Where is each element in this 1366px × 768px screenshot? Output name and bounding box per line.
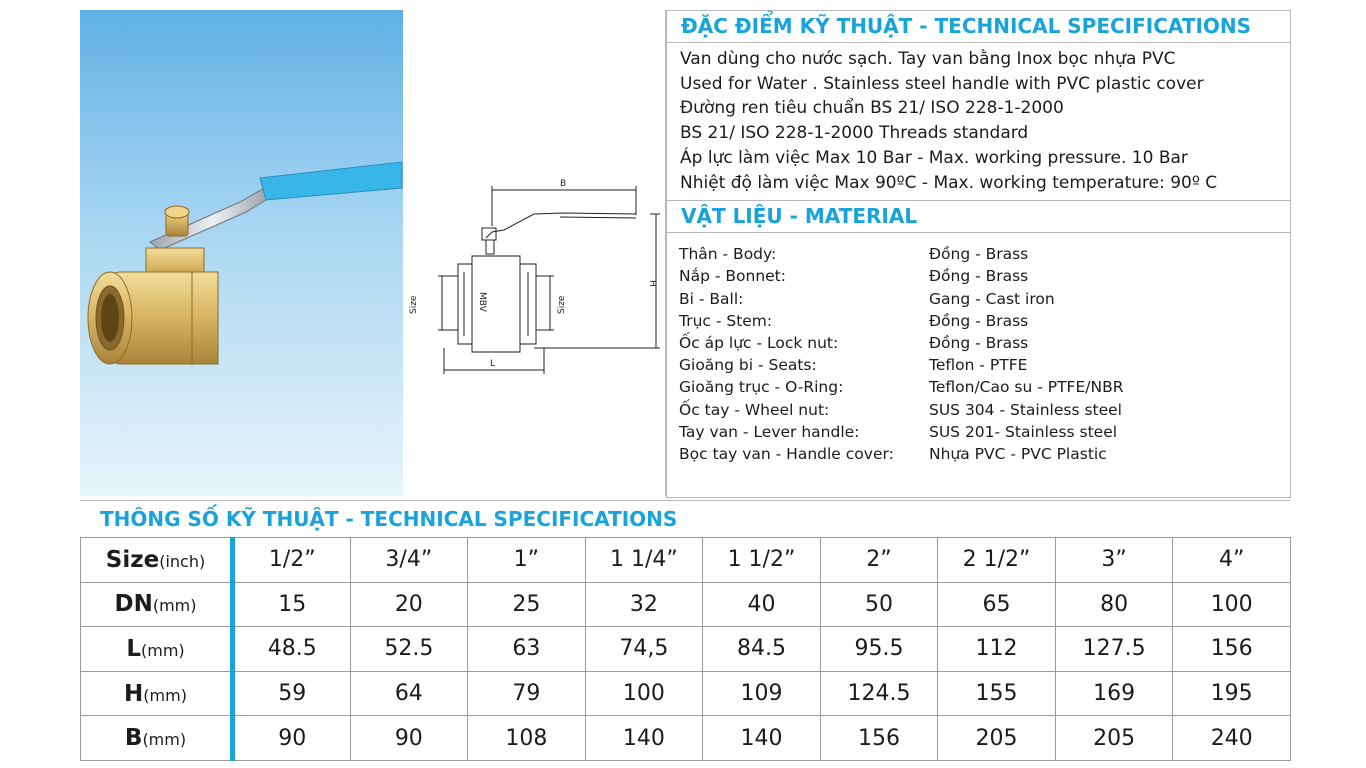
dimension-drawing — [404, 10, 666, 496]
table-cell: 108 — [468, 716, 586, 761]
table-cell: 1 1/2” — [703, 538, 821, 583]
spec-line: Used for Water . Stainless steel handle with PVC plastic cover — [680, 73, 1204, 94]
row-unit: (mm) — [141, 640, 185, 660]
table-cell: 74,5 — [585, 627, 703, 672]
material-part: Bi - Ball: — [679, 289, 744, 308]
dimension-table — [80, 537, 1291, 761]
table-row — [81, 716, 1291, 761]
spec-line: BS 21/ ISO 228-1-2000 Threads standard — [680, 123, 1029, 144]
row-label: B — [124, 725, 143, 752]
table-cell: 140 — [703, 716, 821, 761]
spec-title: ĐẶC ĐIỂM KỸ THUẬT - TECHNICAL SPECIFICATIONS — [667, 11, 1290, 43]
row-header — [81, 627, 233, 672]
spec-panel — [666, 10, 1291, 498]
material-row — [679, 310, 1290, 332]
dim-l-label: L — [490, 359, 496, 369]
material-list — [667, 233, 1290, 465]
row-label: Size — [105, 546, 160, 573]
table-cell: 109 — [703, 671, 821, 716]
spec-list — [667, 43, 1290, 195]
table-cell: 195 — [1173, 671, 1291, 716]
material-value: SUS 201- Stainless steel — [929, 422, 1118, 441]
table-cell: 20 — [350, 582, 468, 627]
material-value: Đồng - Brass — [929, 334, 1029, 353]
row-unit: (inch) — [159, 551, 206, 571]
material-value: Đồng - Brass — [929, 267, 1029, 286]
row-label: H — [124, 680, 144, 707]
table-cell: 3” — [1055, 538, 1173, 583]
table-cell: 169 — [1055, 671, 1173, 716]
table-cell: 205 — [938, 716, 1056, 761]
material-part: Trục - Stem: — [679, 311, 773, 330]
table-cell: 90 — [350, 716, 468, 761]
table-cell: 59 — [233, 671, 351, 716]
material-row — [679, 243, 1290, 265]
table-cell: 84.5 — [703, 627, 821, 672]
table-cell: 32 — [585, 582, 703, 627]
material-value: Teflon - PTFE — [929, 356, 1028, 375]
table-cell: 95.5 — [820, 627, 938, 672]
table-cell: 1/2” — [233, 538, 351, 583]
spec-line: Van dùng cho nước sạch. Tay van bằng Inox bọc nhựa PVC — [680, 49, 1176, 69]
table-cell: 1” — [468, 538, 586, 583]
material-value: Teflon/Cao su - PTFE/NBR — [929, 378, 1124, 397]
material-part: Gioăng trục - O-Ring: — [679, 378, 844, 397]
material-row — [679, 332, 1290, 354]
table-cell: 52.5 — [350, 627, 468, 672]
material-row — [679, 399, 1290, 421]
material-value: Đồng - Brass — [929, 245, 1029, 264]
dim-size-right-label: Size — [557, 295, 567, 314]
table-title: THÔNG SỐ KỸ THUẬT - TECHNICAL SPECIFICATIONS — [80, 500, 1290, 537]
table-cell: 63 — [468, 627, 586, 672]
material-row — [679, 421, 1290, 443]
table-cell: 64 — [350, 671, 468, 716]
table-row — [81, 671, 1291, 716]
table-row — [81, 538, 1291, 583]
row-label: DN — [114, 591, 153, 618]
material-row — [679, 354, 1290, 376]
material-part: Thân - Body: — [679, 245, 777, 264]
material-value: SUS 304 - Stainless steel — [929, 400, 1122, 419]
dim-b-label: B — [560, 179, 567, 189]
spec-line: Đường ren tiêu chuẩn BS 21/ ISO 228-1-2000 — [680, 98, 1064, 119]
material-part: Gioăng bi - Seats: — [679, 356, 817, 375]
table-cell: 79 — [468, 671, 586, 716]
row-label: L — [126, 635, 141, 662]
table-cell: 100 — [1173, 582, 1291, 627]
table-cell: 156 — [820, 716, 938, 761]
table-cell: 65 — [938, 582, 1056, 627]
table-cell: 90 — [233, 716, 351, 761]
valve-dimension-diagram — [404, 10, 665, 496]
spec-line: Áp lực làm việc Max 10 Bar - Max. working pressure. 10 Bar — [680, 147, 1188, 168]
table-cell: 205 — [1055, 716, 1173, 761]
table-cell: 140 — [585, 716, 703, 761]
table-cell: 112 — [938, 627, 1056, 672]
table-row — [81, 582, 1291, 627]
table-cell: 2” — [820, 538, 938, 583]
table-cell: 155 — [938, 671, 1056, 716]
material-value: Đồng - Brass — [929, 311, 1029, 330]
table-row — [81, 627, 1291, 672]
material-value: Gang - Cast iron — [929, 289, 1055, 308]
material-part: Tay van - Lever handle: — [679, 422, 860, 441]
dim-size-left-label: Size — [409, 295, 419, 314]
table-cell: 124.5 — [820, 671, 938, 716]
material-row — [679, 288, 1290, 310]
table-cell: 3/4” — [350, 538, 468, 583]
material-part: Ốc tay - Wheel nut: — [679, 400, 830, 419]
spec-line: Nhiệt độ làm việc Max 90ºC - Max. working temperature: 90º C — [680, 172, 1218, 193]
table-cell: 240 — [1173, 716, 1291, 761]
material-part: Ốc áp lực - Lock nut: — [679, 334, 839, 353]
material-part: Bọc tay van - Handle cover: — [679, 445, 894, 464]
table-cell: 156 — [1173, 627, 1291, 672]
material-value: Nhựa PVC - PVC Plastic — [929, 445, 1107, 464]
row-header — [81, 538, 233, 583]
dim-h-label: H — [647, 280, 657, 287]
table-cell: 100 — [585, 671, 703, 716]
row-unit: (mm) — [152, 596, 197, 616]
row-unit: (mm) — [142, 730, 187, 750]
table-cell: 40 — [703, 582, 821, 627]
material-part: Nắp - Bonnet: — [679, 267, 786, 286]
row-unit: (mm) — [143, 685, 187, 705]
material-row — [679, 443, 1290, 465]
table-cell: 2 1/2” — [938, 538, 1056, 583]
table-cell: 80 — [1055, 582, 1173, 627]
row-header — [81, 671, 233, 716]
table-cell: 127.5 — [1055, 627, 1173, 672]
table-cell: 15 — [233, 582, 351, 627]
material-title: VẬT LIỆU - MATERIAL — [667, 200, 1290, 233]
table-cell: 48.5 — [233, 627, 351, 672]
table-cell: 25 — [468, 582, 586, 627]
material-row — [679, 265, 1290, 287]
table-cell: 50 — [820, 582, 938, 627]
product-photo — [80, 10, 403, 496]
material-row — [679, 376, 1290, 398]
row-header — [81, 716, 233, 761]
row-header — [81, 582, 233, 627]
ball-valve-image — [80, 10, 403, 496]
table-cell: 4” — [1173, 538, 1291, 583]
brand-mark: MBV — [477, 292, 487, 312]
table-cell: 1 1/4” — [585, 538, 703, 583]
